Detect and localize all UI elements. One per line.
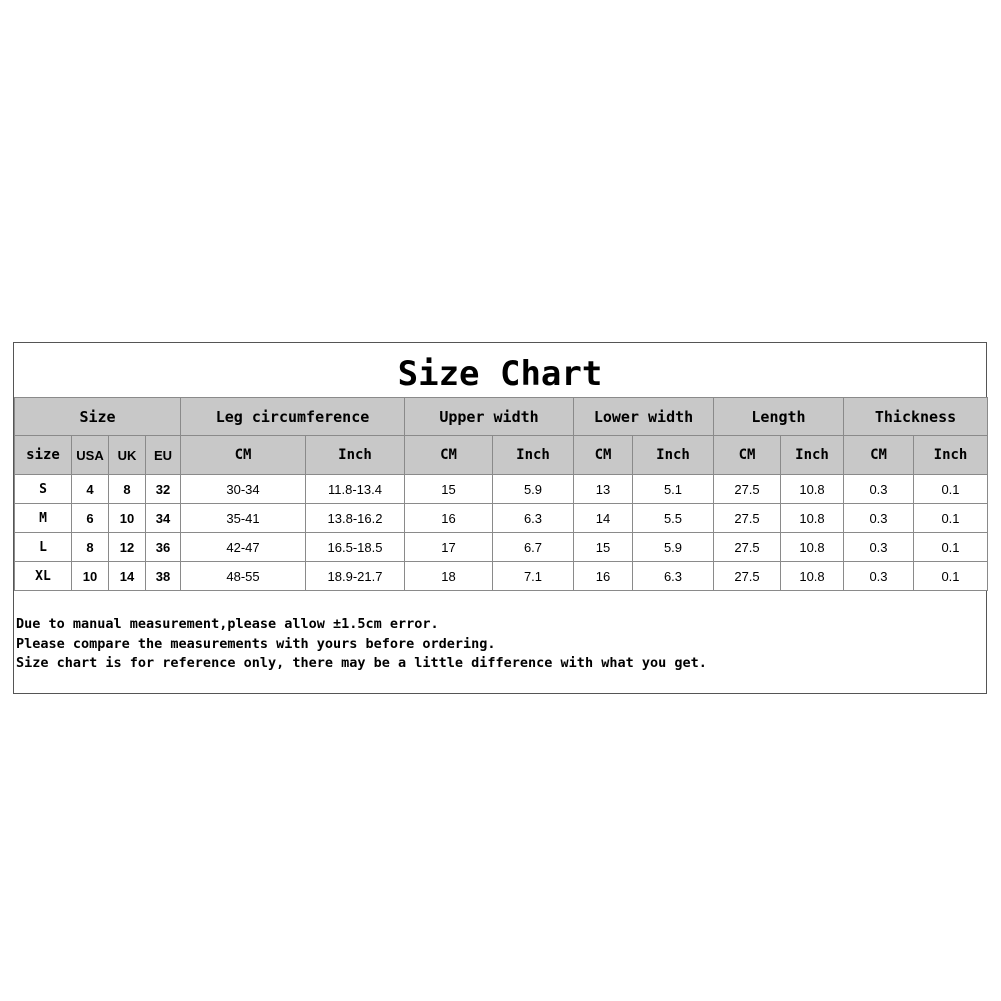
leg-inch-cell: 16.5-18.5 xyxy=(306,533,405,562)
thickness-cm-cell: 0.3 xyxy=(844,533,914,562)
eu-cell: 34 xyxy=(146,504,181,533)
upper-cm-cell: 18 xyxy=(405,562,493,591)
unit-header-upper-cm: CM xyxy=(405,436,493,475)
note-line: Due to manual measurement,please allow ±1.5cm error. xyxy=(16,616,439,632)
leg-inch-cell: 18.9-21.7 xyxy=(306,562,405,591)
leg-cm-cell: 48-55 xyxy=(181,562,306,591)
size-chart xyxy=(13,342,987,694)
usa-cell: 4 xyxy=(72,475,109,504)
lower-cm-cell: 13 xyxy=(574,475,633,504)
length-cm-cell: 27.5 xyxy=(714,504,781,533)
length-inch-cell: 10.8 xyxy=(781,533,844,562)
unit-header-usa: USA xyxy=(72,436,109,475)
usa-cell: 8 xyxy=(72,533,109,562)
length-inch-cell: 10.8 xyxy=(781,562,844,591)
unit-header-lower-cm: CM xyxy=(574,436,633,475)
leg-cm-cell: 30-34 xyxy=(181,475,306,504)
unit-header-leg-inch: Inch xyxy=(306,436,405,475)
length-cm-cell: 27.5 xyxy=(714,562,781,591)
size-cell: L xyxy=(15,533,72,562)
upper-inch-cell: 6.7 xyxy=(493,533,574,562)
length-cm-cell: 27.5 xyxy=(714,475,781,504)
note-line: Size chart is for reference only, there may be a little difference with what you get. xyxy=(16,655,707,671)
eu-cell: 36 xyxy=(146,533,181,562)
thickness-inch-cell: 0.1 xyxy=(914,562,988,591)
lower-inch-cell: 5.1 xyxy=(633,475,714,504)
unit-header-leg-cm: CM xyxy=(181,436,306,475)
thickness-cm-cell: 0.3 xyxy=(844,475,914,504)
notes xyxy=(16,615,976,674)
usa-cell: 6 xyxy=(72,504,109,533)
unit-header-uk: UK xyxy=(109,436,146,475)
unit-header-length-inch: Inch xyxy=(781,436,844,475)
upper-inch-cell: 7.1 xyxy=(493,562,574,591)
lower-inch-cell: 5.5 xyxy=(633,504,714,533)
thickness-cm-cell: 0.3 xyxy=(844,562,914,591)
table-row xyxy=(15,504,988,533)
size-cell: S xyxy=(15,475,72,504)
unit-header-row xyxy=(15,436,988,475)
eu-cell: 38 xyxy=(146,562,181,591)
table-row xyxy=(15,562,988,591)
leg-inch-cell: 13.8-16.2 xyxy=(306,504,405,533)
upper-cm-cell: 16 xyxy=(405,504,493,533)
group-header-upper-width: Upper width xyxy=(405,398,574,436)
upper-cm-cell: 17 xyxy=(405,533,493,562)
uk-cell: 10 xyxy=(109,504,146,533)
unit-header-upper-inch: Inch xyxy=(493,436,574,475)
unit-header-size: size xyxy=(15,436,72,475)
length-inch-cell: 10.8 xyxy=(781,504,844,533)
group-header-length: Length xyxy=(714,398,844,436)
usa-cell: 10 xyxy=(72,562,109,591)
lower-cm-cell: 14 xyxy=(574,504,633,533)
uk-cell: 12 xyxy=(109,533,146,562)
uk-cell: 14 xyxy=(109,562,146,591)
title-bar xyxy=(14,343,986,398)
unit-header-lower-inch: Inch xyxy=(633,436,714,475)
lower-cm-cell: 16 xyxy=(574,562,633,591)
leg-inch-cell: 11.8-13.4 xyxy=(306,475,405,504)
thickness-inch-cell: 0.1 xyxy=(914,504,988,533)
unit-header-length-cm: CM xyxy=(714,436,781,475)
chart-title: Size Chart xyxy=(397,354,603,394)
upper-inch-cell: 6.3 xyxy=(493,504,574,533)
unit-header-eu: EU xyxy=(146,436,181,475)
upper-cm-cell: 15 xyxy=(405,475,493,504)
upper-inch-cell: 5.9 xyxy=(493,475,574,504)
thickness-inch-cell: 0.1 xyxy=(914,533,988,562)
lower-cm-cell: 15 xyxy=(574,533,633,562)
thickness-inch-cell: 0.1 xyxy=(914,475,988,504)
group-header-row xyxy=(15,398,988,436)
length-cm-cell: 27.5 xyxy=(714,533,781,562)
leg-cm-cell: 35-41 xyxy=(181,504,306,533)
table-row xyxy=(15,475,988,504)
lower-inch-cell: 5.9 xyxy=(633,533,714,562)
uk-cell: 8 xyxy=(109,475,146,504)
unit-header-thickness-inch: Inch xyxy=(914,436,988,475)
leg-cm-cell: 42-47 xyxy=(181,533,306,562)
group-header-leg-circumference: Leg circumference xyxy=(181,398,405,436)
size-cell: XL xyxy=(15,562,72,591)
lower-inch-cell: 6.3 xyxy=(633,562,714,591)
note-line: Please compare the measurements with yours before ordering. xyxy=(16,635,496,652)
size-table xyxy=(14,397,988,591)
table-row xyxy=(15,533,988,562)
unit-header-thickness-cm: CM xyxy=(844,436,914,475)
thickness-cm-cell: 0.3 xyxy=(844,504,914,533)
group-header-lower-width: Lower width xyxy=(574,398,714,436)
group-header-size: Size xyxy=(15,398,181,436)
eu-cell: 32 xyxy=(146,475,181,504)
size-cell: M xyxy=(15,504,72,533)
group-header-thickness: Thickness xyxy=(844,398,988,436)
length-inch-cell: 10.8 xyxy=(781,475,844,504)
